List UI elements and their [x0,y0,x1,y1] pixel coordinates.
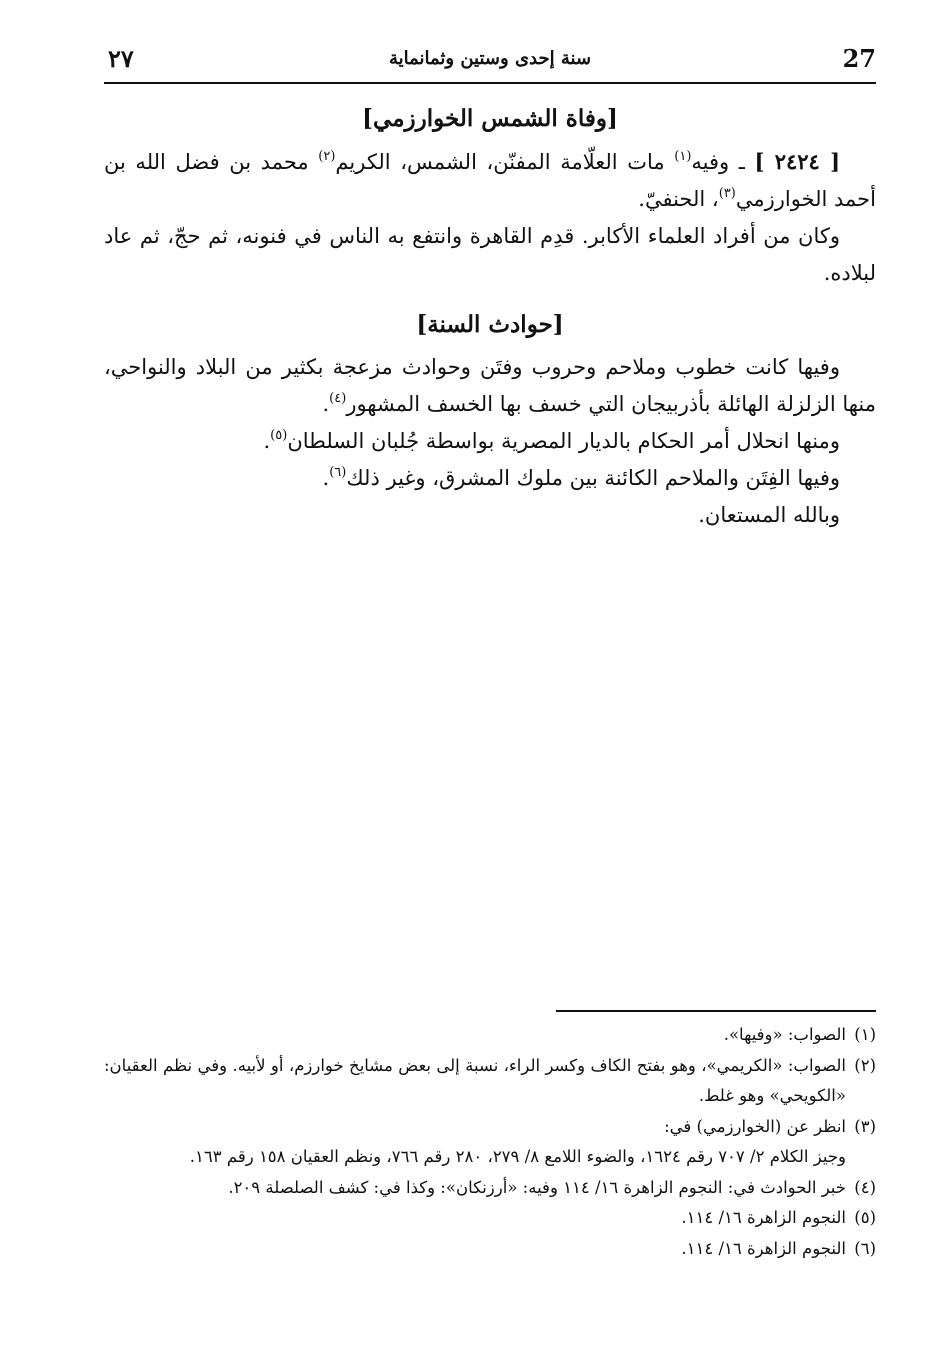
text-run: . [322,466,330,490]
events-paragraph-2 [104,423,876,460]
text-run: ـ وفيه [691,150,755,174]
text-run: ومنها انحلال أمر الحكام بالديار المصرية بواسطة جُلبان السلطان [287,429,840,453]
footnote-text: النجوم الزاهرة ١٦/ ١١٤. [681,1238,846,1258]
text-run: ، الحنفيّ. [638,187,719,211]
entry-paragraph [104,143,876,218]
footnote-ref-3: (٣) [718,186,736,201]
closing-phrase: وبالله المستعان. [698,503,840,527]
section-heading-events: [حوادث السنة] [416,311,564,338]
footnote-number: (٣) [854,1116,876,1136]
main-text [104,100,876,534]
footnote-ref-5: (٥) [270,428,288,443]
footnote-ref-2: (٢) [318,149,336,164]
footnote-ref-4: (٤) [329,391,347,406]
footnote-text: خبر الحوادث في: النجوم الزاهرة ١٦/ ١١٤ وفيه: «أرزنكان»: وكذا في: كشف الصلصلة ٢٠٩. [228,1177,846,1197]
footnote-separator [556,1010,876,1012]
footnote-number: (٦) [854,1238,876,1258]
footnote-number: (٢) [854,1055,876,1075]
page-number-latin: 27 [842,44,876,73]
text-run: . [322,392,330,416]
footnote-number: (٥) [854,1208,876,1227]
section-heading-death: [وفاة الشمس الخوارزمي] [362,105,618,132]
footnote-item [104,1173,876,1204]
footnote-text: وجيز الكلام ٢/ ٧٠٧ رقم ١٦٢٤، والضوء اللامع ٨/ ٢٧٩، ٢٨٠ رقم ٧٦٦، ونظم العقيان ١٥٨ رقم ١٦٣. [189,1147,846,1166]
text-run: وفيها كانت خطوب وملاحم وحروب وفتَن وحوادث مزعجة بكثير من البلاد والنواحي، منها الزلزلة الهائلة بأذربيجان التي خسف بها الخسف المشهور [104,355,876,416]
footnote-item [104,1203,876,1234]
footnote-item [104,1020,876,1051]
footnote-item [104,1112,876,1143]
footnote-text: النجوم الزاهرة ١٦/ ١١٤. [681,1208,846,1227]
page-number-arabic: ٢٧ [108,44,134,73]
footnote-text: انظر عن (الخوارزمي) في: [664,1116,846,1136]
footnote-text: الصواب: «وفيها». [723,1025,846,1044]
footnote-item [104,1234,876,1265]
text-run: محمد بن فضل الله بن أحمد الخوارزمي [104,150,876,211]
events-paragraph-1 [104,349,876,423]
text-run: مات العلّامة المفنّن، الشمس، الكريم [335,150,675,174]
footnote-text: الصواب: «الكريمي»، وهو بفتح الكاف وكسر الراء، نسبة إلى بعض مشايخ خوارزم، أو لأبيه. وفي نظم العقيان: «الكويحي» وهو غلط. [104,1055,846,1105]
footnote-item [104,1142,876,1173]
footnote-item [104,1051,876,1112]
footnotes [104,1020,876,1264]
footnote-number: (٤) [854,1177,876,1197]
footnote-number [846,1142,876,1173]
text-run: . [263,429,271,453]
footnote-ref-6: (٦) [329,465,347,480]
text-run: وفيها الفِتَن والملاحم الكائنة بين ملوك المشرق، وغير ذلك [346,466,840,490]
entry-number: [ ٢٤٢٤ ] [754,149,841,174]
running-title: سنة إحدى وستين وثمانماية [388,48,592,69]
events-paragraph-3 [104,460,876,497]
footnote-ref-1: (١) [674,149,692,164]
footnote-number: (١) [854,1025,876,1044]
bio-paragraph: وكان من أفراد العلماء الأكابر. قدِم القاهرة وانتفع به الناس في فنونه، ثم حجّ، ثم عاد لبلاده. [104,224,876,285]
page-header [104,42,876,84]
